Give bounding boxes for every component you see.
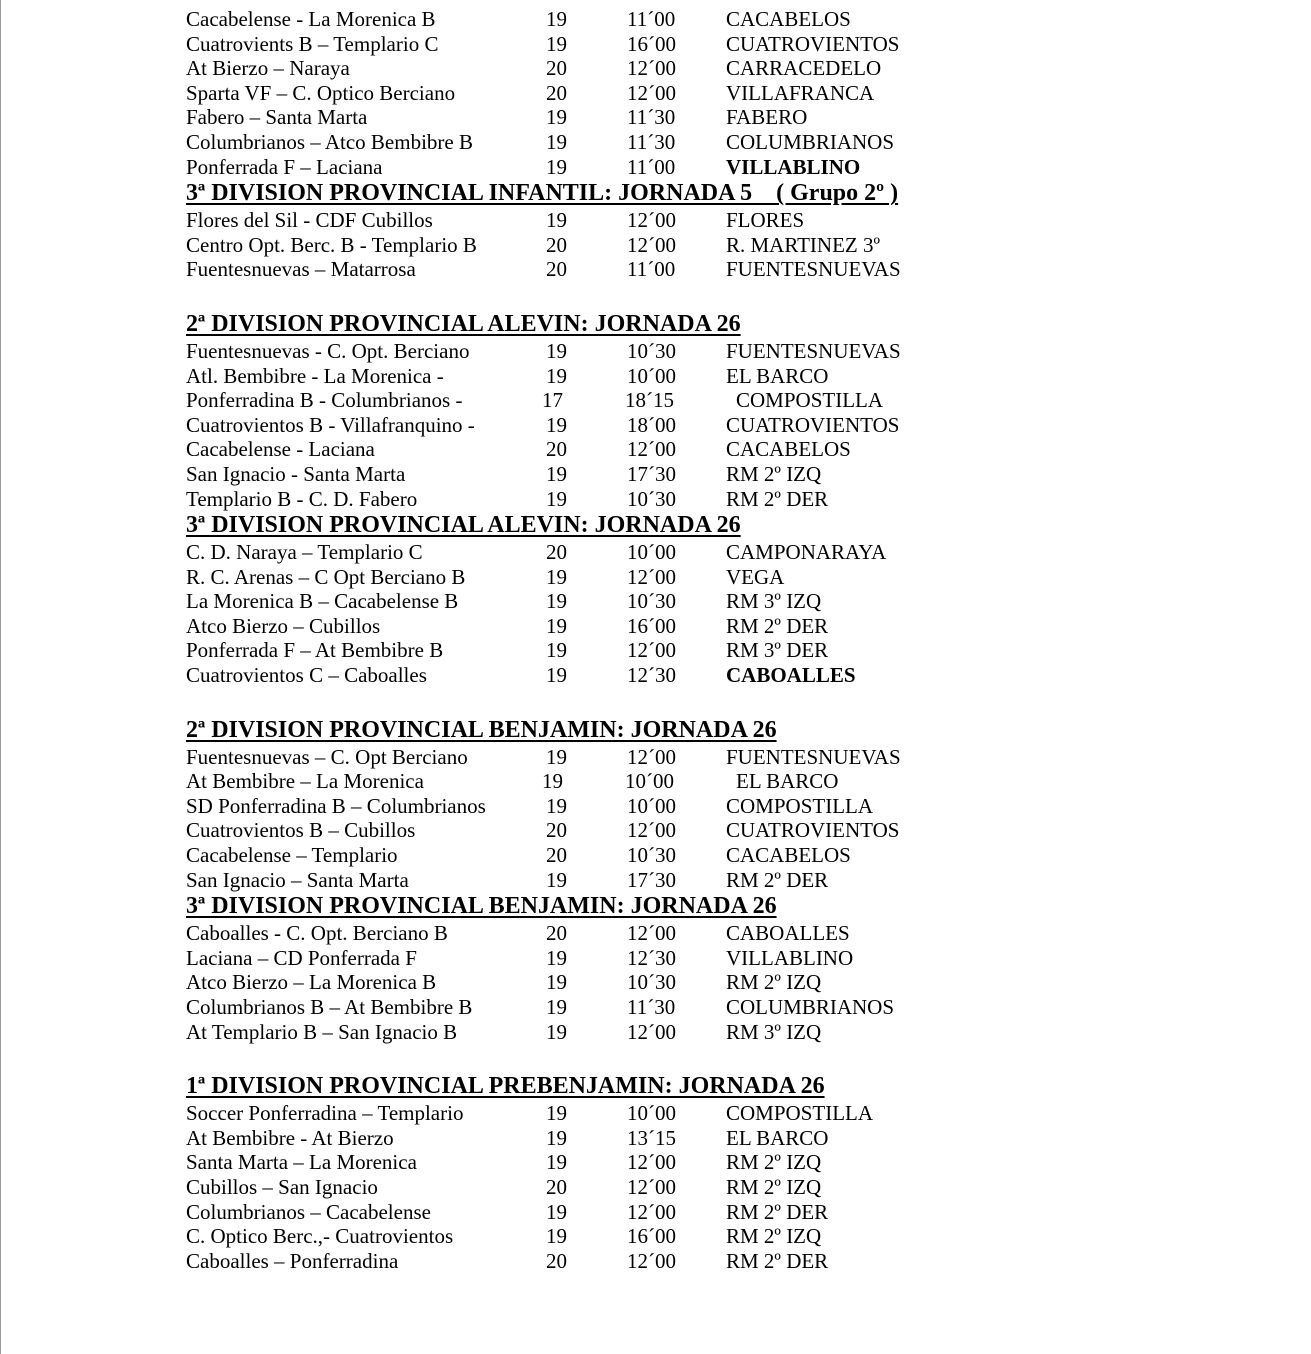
match-venue: CABOALLES	[726, 663, 856, 688]
section-heading-text: 3ª DIVISION PROVINCIAL BENJAMIN: JORNADA 26	[186, 893, 777, 920]
schedule-section	[186, 511, 1186, 688]
match-row	[186, 462, 1186, 487]
match-time: 12´30	[627, 663, 676, 688]
match-teams: Cacabelense - Laciana	[186, 437, 375, 462]
match-row	[186, 946, 1186, 971]
match-day: 19	[546, 564, 567, 589]
section-heading-text: 2ª DIVISION PROVINCIAL BENJAMIN: JORNADA 26	[186, 716, 777, 743]
match-teams: Ponferrada F – Laciana	[186, 154, 383, 179]
match-time: 12´00	[627, 1150, 676, 1175]
match-time: 12´30	[627, 945, 676, 970]
match-day: 19	[546, 338, 567, 363]
match-day: 20	[546, 1248, 567, 1273]
match-day: 19	[546, 663, 567, 688]
match-time: 12´00	[627, 232, 676, 257]
match-day: 19	[546, 1125, 567, 1150]
match-teams: SD Ponferradina B – Columbrianos	[186, 793, 486, 818]
match-teams: Cacabelense – Templario	[186, 843, 398, 868]
match-day: 19	[546, 970, 567, 995]
match-venue: RM 3º DER	[726, 638, 829, 663]
match-row	[186, 339, 1186, 364]
match-time: 11´30	[627, 105, 676, 130]
match-day: 19	[546, 1224, 567, 1249]
match-day: 19	[546, 461, 567, 486]
section-heading	[186, 716, 1186, 745]
match-row	[186, 388, 1186, 413]
section-heading-text: 1ª DIVISION PROVINCIAL PREBENJAMIN: JORNADA 26	[186, 1073, 825, 1100]
match-day: 19	[546, 105, 567, 130]
match-row	[186, 1126, 1186, 1151]
match-row	[186, 769, 1186, 794]
match-venue: COLUMBRIANOS	[726, 995, 895, 1019]
match-teams: Ponferradina B - Columbrianos -	[186, 388, 463, 413]
match-venue: RM 2º IZQ	[726, 970, 822, 995]
match-teams: Columbrianos – Atco Bembibre B	[186, 129, 473, 154]
match-day: 19	[546, 363, 567, 388]
match-row	[186, 614, 1186, 639]
match-teams: Fuentesnuevas - C. Opt. Berciano	[186, 338, 470, 363]
match-time: 10´30	[627, 970, 676, 995]
match-teams: Santa Marta – La Morenica	[186, 1150, 417, 1175]
match-day: 19	[546, 208, 567, 233]
match-venue: CACABELOS	[726, 437, 851, 462]
match-time: 18´15	[625, 388, 674, 413]
match-row	[186, 1101, 1186, 1126]
match-row	[186, 663, 1186, 688]
match-teams: Cuatrovientos B - Villafranquino -	[186, 412, 475, 437]
match-day: 19	[546, 995, 567, 1019]
match-venue: EL BARCO	[726, 1125, 829, 1150]
match-row	[186, 868, 1186, 893]
match-time: 11´30	[627, 129, 676, 154]
page-left-border	[0, 0, 1, 1354]
match-row	[186, 638, 1186, 663]
match-time: 10´00	[627, 793, 676, 818]
match-venue: RM 2º DER	[726, 1199, 829, 1224]
match-day: 19	[546, 638, 567, 663]
match-day: 20	[546, 56, 567, 81]
match-time: 11´00	[627, 154, 676, 179]
match-day: 19	[546, 1019, 567, 1044]
match-row	[186, 56, 1186, 81]
match-time: 12´00	[627, 564, 676, 589]
match-day: 19	[546, 744, 567, 769]
schedule-section	[186, 179, 1186, 282]
match-day: 19	[546, 1150, 567, 1175]
match-row	[186, 32, 1186, 57]
match-time: 10´30	[627, 338, 676, 363]
match-row	[186, 233, 1186, 258]
match-day: 20	[546, 921, 567, 946]
match-time: 16´00	[627, 1224, 676, 1249]
match-venue: RM 2º DER	[726, 867, 829, 892]
match-row	[186, 1249, 1186, 1274]
match-teams: Cuatrovientos C – Caboalles	[186, 663, 427, 688]
match-row	[186, 565, 1186, 590]
match-venue: EL BARCO	[736, 769, 839, 794]
match-row	[186, 208, 1186, 233]
match-time: 12´00	[627, 1174, 676, 1199]
match-venue: FABERO	[726, 105, 808, 130]
match-venue: RM 3º IZQ	[726, 589, 822, 614]
schedule-section	[186, 1072, 1186, 1273]
match-teams: Fuentesnuevas – Matarrosa	[186, 257, 416, 282]
match-time: 12´00	[627, 208, 676, 233]
match-time: 11´30	[627, 995, 676, 1019]
match-venue: RM 2º IZQ	[726, 1174, 822, 1199]
match-time: 17´30	[627, 461, 676, 486]
match-time: 12´00	[627, 1019, 676, 1044]
match-teams: Caboalles – Ponferradina	[186, 1248, 399, 1273]
match-row	[186, 130, 1186, 155]
match-teams: At Bembibre - At Bierzo	[186, 1125, 394, 1150]
match-teams: San Ignacio – Santa Marta	[186, 867, 409, 892]
match-day: 19	[546, 793, 567, 818]
match-teams: C. Optico Berc.,- Cuatrovientos	[186, 1224, 454, 1249]
match-row	[186, 921, 1186, 946]
match-time: 10´00	[627, 540, 676, 565]
match-row	[186, 105, 1186, 130]
match-time: 18´00	[627, 412, 676, 437]
match-teams: Atco Bierzo – La Morenica B	[186, 970, 437, 995]
match-venue: VILLAFRANCA	[726, 80, 875, 105]
match-venue: FLORES	[726, 208, 805, 233]
match-time: 10´30	[627, 589, 676, 614]
match-day: 19	[546, 7, 567, 31]
match-day: 19	[546, 613, 567, 638]
match-row	[186, 1200, 1186, 1225]
match-venue: EL BARCO	[726, 363, 829, 388]
match-teams: R. C. Arenas – C Opt Berciano B	[186, 564, 466, 589]
match-time: 11´00	[627, 7, 676, 31]
match-teams: La Morenica B – Cacabelense B	[186, 589, 459, 614]
section-heading	[186, 179, 1186, 208]
match-time: 12´00	[627, 80, 676, 105]
match-teams: Cacabelense - La Morenica B	[186, 7, 436, 31]
match-time: 10´00	[625, 769, 674, 794]
match-time: 12´00	[627, 638, 676, 663]
match-teams: Templario B - C. D. Fabero	[186, 486, 418, 511]
match-row	[186, 7, 1186, 32]
match-day: 20	[546, 437, 567, 462]
match-day: 20	[546, 540, 567, 565]
match-teams: Atco Bierzo – Cubillos	[186, 613, 381, 638]
match-row	[186, 413, 1186, 438]
match-day: 20	[546, 257, 567, 282]
match-day: 19	[546, 867, 567, 892]
match-teams: At Templario B – San Ignacio B	[186, 1019, 458, 1044]
match-teams: San Ignacio - Santa Marta	[186, 461, 406, 486]
match-day: 19	[546, 1199, 567, 1224]
schedule-section	[186, 310, 1186, 511]
section-heading	[186, 511, 1186, 540]
match-teams: Ponferrada F – At Bembibre B	[186, 638, 444, 663]
match-row	[186, 155, 1186, 180]
match-row	[186, 437, 1186, 462]
section-heading-text: 3ª DIVISION PROVINCIAL INFANTIL: JORNADA 5 ( Grupo 2º )	[186, 180, 899, 207]
section-heading-text: 2ª DIVISION PROVINCIAL ALEVIN: JORNADA 26	[186, 310, 741, 337]
match-row	[186, 257, 1186, 282]
match-teams: Cuatrovients B – Templario C	[186, 31, 439, 56]
match-venue: CACABELOS	[726, 7, 851, 31]
match-venue: FUENTESNUEVAS	[726, 338, 901, 363]
match-venue: COMPOSTILLA	[726, 793, 874, 818]
match-venue: FUENTESNUEVAS	[726, 257, 901, 282]
match-venue: RM 2º IZQ	[726, 461, 822, 486]
match-venue: R. MARTINEZ 3º	[726, 232, 880, 257]
match-day: 20	[546, 80, 567, 105]
match-row	[186, 794, 1186, 819]
match-day: 17	[542, 388, 563, 413]
schedule-section	[186, 892, 1186, 1044]
match-teams: C. D. Naraya – Templario C	[186, 540, 423, 565]
match-teams: Columbrianos – Cacabelense	[186, 1199, 431, 1224]
match-venue: COMPOSTILLA	[736, 388, 884, 413]
blank-line	[186, 1044, 1186, 1072]
match-time: 10´30	[627, 486, 676, 511]
match-time: 12´00	[627, 1248, 676, 1273]
match-day: 19	[546, 129, 567, 154]
match-day: 19	[546, 486, 567, 511]
match-venue: RM 2º DER	[726, 1248, 829, 1273]
match-teams: Fuentesnuevas – C. Opt Berciano	[186, 744, 468, 769]
match-venue: COLUMBRIANOS	[726, 129, 895, 154]
match-venue: CAMPONARAYA	[726, 540, 887, 565]
match-time: 12´00	[627, 56, 676, 81]
match-venue: VEGA	[726, 564, 785, 589]
match-teams: Soccer Ponferradina – Templario	[186, 1101, 464, 1126]
match-day: 20	[546, 1174, 567, 1199]
match-teams: Laciana – CD Ponferrada F	[186, 945, 417, 970]
section-heading-text: 3ª DIVISION PROVINCIAL ALEVIN: JORNADA 26	[186, 512, 741, 539]
match-venue: CUATROVIENTOS	[726, 818, 900, 843]
match-day: 19	[542, 769, 563, 794]
match-row	[186, 995, 1186, 1020]
match-time: 12´00	[627, 437, 676, 462]
schedule-section	[186, 7, 1186, 179]
match-teams: At Bierzo – Naraya	[186, 56, 350, 81]
match-day: 19	[546, 31, 567, 56]
match-teams: Flores del Sil - CDF Cubillos	[186, 208, 433, 233]
match-day: 19	[546, 945, 567, 970]
match-venue: CUATROVIENTOS	[726, 31, 900, 56]
match-row	[186, 364, 1186, 389]
match-time: 16´00	[627, 31, 676, 56]
match-day: 19	[546, 154, 567, 179]
match-time: 10´00	[627, 363, 676, 388]
match-time: 11´00	[627, 257, 676, 282]
match-day: 20	[546, 232, 567, 257]
match-row	[186, 1150, 1186, 1175]
match-teams: Cubillos – San Ignacio	[186, 1174, 378, 1199]
match-venue: CARRACEDELO	[726, 56, 882, 81]
section-heading	[186, 1072, 1186, 1101]
match-teams: Centro Opt. Berc. B - Templario B	[186, 232, 477, 257]
match-teams: Caboalles - C. Opt. Berciano B	[186, 921, 448, 946]
match-venue: VILLABLINO	[726, 945, 854, 970]
match-venue: RM 2º IZQ	[726, 1150, 822, 1175]
section-heading	[186, 892, 1186, 921]
match-venue: RM 2º IZQ	[726, 1224, 822, 1249]
blank-line	[186, 688, 1186, 716]
match-day: 19	[546, 1101, 567, 1126]
match-row	[186, 843, 1186, 868]
match-venue: VILLABLINO	[726, 154, 861, 179]
match-teams: Atl. Bembibre - La Morenica -	[186, 363, 444, 388]
match-row	[186, 818, 1186, 843]
match-venue: FUENTESNUEVAS	[726, 744, 901, 769]
match-day: 19	[546, 412, 567, 437]
match-row	[186, 487, 1186, 512]
match-time: 10´00	[627, 1101, 676, 1126]
match-time: 10´30	[627, 843, 676, 868]
match-teams: Cuatrovientos B – Cubillos	[186, 818, 416, 843]
schedule-section	[186, 716, 1186, 893]
match-time: 12´00	[627, 818, 676, 843]
match-row	[186, 1224, 1186, 1249]
match-venue: CABOALLES	[726, 921, 850, 946]
section-heading	[186, 310, 1186, 339]
match-row	[186, 81, 1186, 106]
match-time: 13´15	[627, 1125, 676, 1150]
match-row	[186, 970, 1186, 995]
match-row	[186, 745, 1186, 770]
match-row	[186, 1175, 1186, 1200]
match-teams: Fabero – Santa Marta	[186, 105, 368, 130]
match-day: 19	[546, 589, 567, 614]
match-teams: Columbrianos B – At Bembibre B	[186, 995, 473, 1019]
match-time: 12´00	[627, 1199, 676, 1224]
match-venue: RM 2º DER	[726, 486, 829, 511]
match-venue: RM 2º DER	[726, 613, 829, 638]
match-row	[186, 540, 1186, 565]
match-venue: CUATROVIENTOS	[726, 412, 900, 437]
blank-line	[186, 282, 1186, 310]
match-day: 20	[546, 843, 567, 868]
match-row	[186, 1020, 1186, 1045]
match-time: 17´30	[627, 867, 676, 892]
match-time: 16´00	[627, 613, 676, 638]
match-venue: CACABELOS	[726, 843, 851, 868]
match-teams: Sparta VF – C. Optico Berciano	[186, 80, 456, 105]
match-venue: RM 3º IZQ	[726, 1019, 822, 1044]
match-teams: At Bembibre – La Morenica	[186, 769, 424, 794]
schedule-document	[186, 7, 1186, 1273]
match-day: 20	[546, 818, 567, 843]
match-time: 12´00	[627, 921, 676, 946]
match-time: 12´00	[627, 744, 676, 769]
match-venue: COMPOSTILLA	[726, 1101, 874, 1126]
match-row	[186, 589, 1186, 614]
